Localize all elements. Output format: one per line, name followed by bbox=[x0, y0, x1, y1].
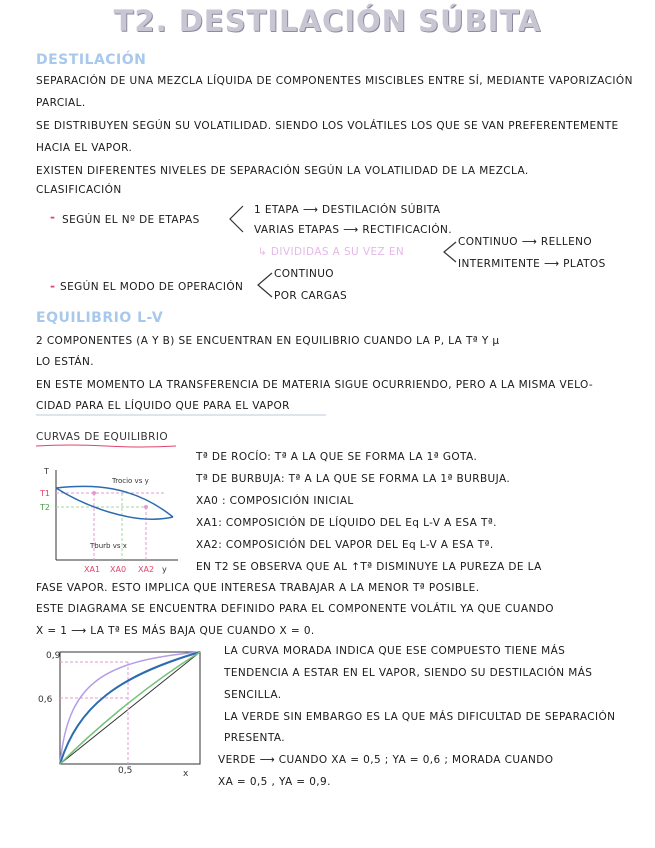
intermitente-platos: INTERMITENTE ⟶ PLATOS bbox=[458, 258, 606, 270]
text-line: VERDE ⟶ CUANDO XA = 0,5 ; YA = 0,6 ; MORADA CUANDO bbox=[218, 754, 554, 766]
modo-por-cargas: POR CARGAS bbox=[274, 290, 348, 302]
text-line: 2 COMPONENTES (A Y B) SE ENCUENTRAN EN EQUILIBRIO CUANDO LA P, LA Tª Y µ bbox=[36, 335, 500, 347]
text-line: EN T2 SE OBSERVA QUE AL ↑Tª DISMINUYE LA PUREZA DE LA bbox=[196, 561, 542, 573]
text-line: SE DISTRIBUYEN SEGÚN SU VOLATILIDAD. SIENDO LOS VOLÁTILES LOS QUE SE VAN PREFERENTEMENTE bbox=[36, 120, 619, 132]
text-line: SEPARACIÓN DE UNA MEZCLA LÍQUIDA DE COMPONENTES MISCIBLES ENTRE SÍ, MEDIANTE VAPORIZACIÓN bbox=[36, 75, 633, 87]
def-xa1: XA1: COMPOSICIÓN DE LÍQUIDO DEL Eq L-V A ESA Tª. bbox=[196, 517, 497, 529]
text-line: CLASIFICACIÓN bbox=[36, 184, 122, 196]
text-line: X = 1 ⟶ LA Tª ES MÁS BAJA QUE CUANDO X = 0. bbox=[36, 625, 315, 637]
text-line: LO ESTÁN. bbox=[36, 356, 94, 368]
text-line: EN ESTE MOMENTO LA TRANSFERENCIA DE MATERIA SIGUE OCURRIENDO, PERO A LA MISMA VELO- bbox=[36, 379, 594, 391]
modo-continuo: CONTINUO bbox=[274, 268, 334, 280]
underline bbox=[36, 413, 326, 417]
y09-label: 0,9 bbox=[46, 651, 61, 661]
t-axis-label: T bbox=[44, 467, 49, 476]
def-xa0: XA0 : COMPOSICIÓN INICIAL bbox=[196, 495, 354, 507]
continuo-relleno: CONTINUO ⟶ RELLENO bbox=[458, 236, 593, 248]
text-line: XA = 0,5 , YA = 0,9. bbox=[218, 776, 331, 788]
section-heading-destilacion: DESTILACIÓN bbox=[36, 52, 147, 68]
xa2-label: XA2 bbox=[138, 565, 155, 574]
modo-label: SEGÚN EL MODO DE OPERACIÓN bbox=[60, 281, 244, 293]
def-rocio: Tª DE ROCÍO: Tª A LA QUE SE FORMA LA 1ª GOTA. bbox=[196, 451, 478, 463]
def-xa2: XA2: COMPOSICIÓN DEL VAPOR DEL Eq L-V A ESA Tª. bbox=[196, 539, 494, 551]
rocio-curve bbox=[56, 486, 173, 517]
text-line: EXISTEN DIFERENTES NIVELES DE SEPARACIÓN SEGÚN LA VOLATILIDAD DE LA MEZCLA. bbox=[36, 165, 529, 177]
def-burbuja: Tª DE BURBUJA: Tª A LA QUE SE FORMA LA 1ª BURBUJA. bbox=[196, 473, 511, 485]
text-line: TENDENCIA A ESTAR EN EL VAPOR, SIENDO SU DESTILACIÓN MÁS bbox=[224, 667, 593, 679]
etapas-label: SEGÚN EL Nº DE ETAPAS bbox=[62, 214, 200, 226]
dividida-note: ↳ DIVIDIDAS A SU VEZ EN bbox=[258, 246, 405, 258]
y06-label: 0,6 bbox=[38, 695, 53, 705]
classification-brackets bbox=[0, 0, 655, 320]
text-line: PARCIAL. bbox=[36, 97, 86, 109]
bullet: - bbox=[50, 279, 55, 293]
burbuja-label: Tburb vs x bbox=[90, 542, 127, 550]
text-line: ESTE DIAGRAMA SE ENCUENTRA DEFINIDO PARA EL COMPONENTE VOLÁTIL YA QUE CUANDO bbox=[36, 603, 554, 615]
x05-label: 0,5 bbox=[118, 766, 133, 776]
rocio-label: Trocio vs y bbox=[112, 477, 149, 485]
xa0-label: XA0 bbox=[110, 565, 127, 574]
curvas-heading: CURVAS DE EQUILIBRIO bbox=[36, 431, 168, 443]
una-etapa: 1 ETAPA ⟶ DESTILACIÓN SÚBITA bbox=[254, 204, 441, 216]
page-title: T2. DESTILACIÓN SÚBITA bbox=[113, 4, 542, 38]
text-line: HACIA EL VAPOR. bbox=[36, 142, 133, 154]
text-line: SENCILLA. bbox=[224, 689, 282, 701]
equilibrium-diagram bbox=[38, 646, 208, 778]
x-label: x bbox=[183, 769, 189, 778]
y-label: y bbox=[162, 565, 167, 574]
text-line: LA VERDE SIN EMBARGO ES LA QUE MÁS DIFICULTAD DE SEPARACIÓN bbox=[224, 711, 616, 723]
varias-etapas: VARIAS ETAPAS ⟶ RECTIFICACIÓN. bbox=[254, 224, 453, 236]
text-line: LA CURVA MORADA INDICA QUE ESE COMPUESTO TIENE MÁS bbox=[224, 645, 566, 657]
text-line: PRESENTA. bbox=[224, 732, 285, 744]
xa1-label: XA1 bbox=[84, 565, 101, 574]
bullet: - bbox=[50, 210, 55, 224]
text-line: FASE VAPOR. ESTO IMPLICA QUE INTERESA TRABAJAR A LA MENOR Tª POSIBLE. bbox=[36, 582, 480, 594]
t1-label: T1 bbox=[40, 489, 50, 498]
section-heading-equilibrio: EQUILIBRIO L-V bbox=[36, 310, 164, 326]
temperature-diagram bbox=[38, 460, 188, 580]
diagonal-line bbox=[60, 652, 200, 764]
t2-label: T2 bbox=[40, 503, 50, 512]
text-line: CIDAD PARA EL LÍQUIDO QUE PARA EL VAPOR bbox=[36, 400, 290, 412]
curvas-underline bbox=[36, 444, 176, 448]
